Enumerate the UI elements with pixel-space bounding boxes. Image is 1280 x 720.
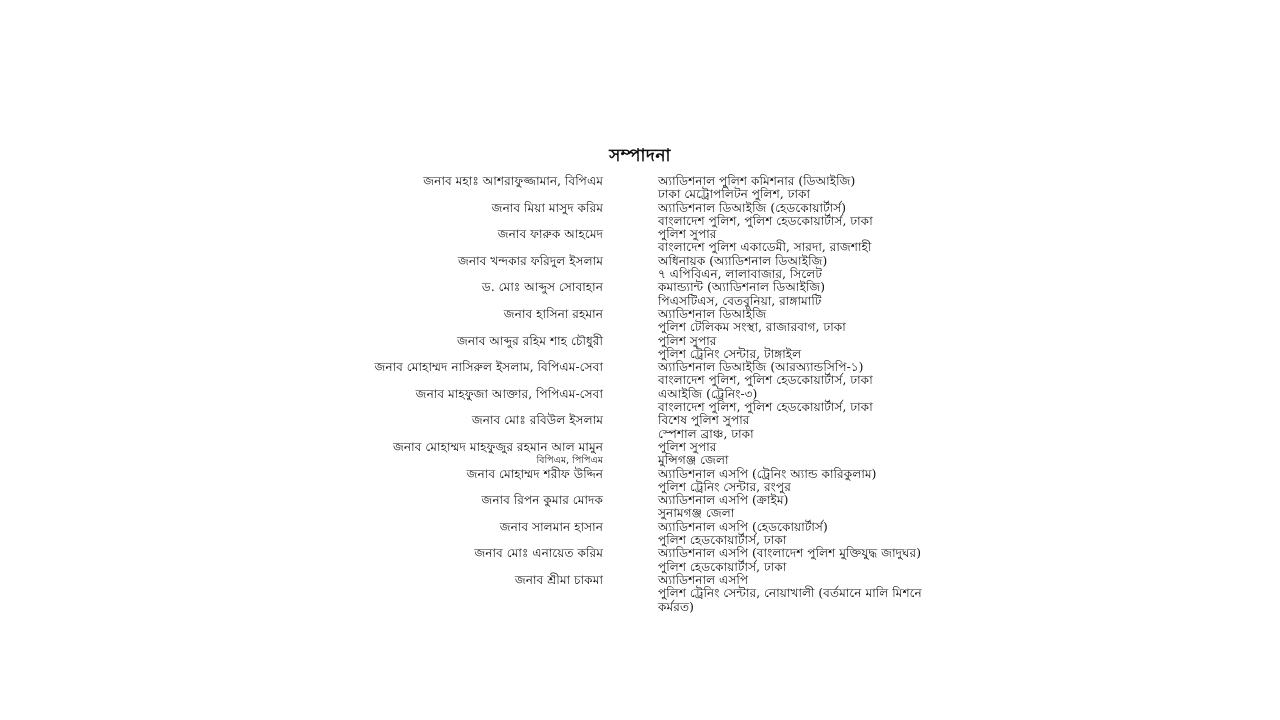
member-designation: অ্যাডিশনাল এসপি	[658, 572, 749, 587]
member-post-column	[658, 308, 1158, 335]
member-name: জনাব হাসিনা রহমান	[503, 306, 603, 321]
member-post-column	[658, 441, 1158, 468]
member-designation: পুলিশ সুপার	[658, 333, 717, 348]
member-designation: পুলিশ সুপার	[658, 439, 717, 454]
list-item	[0, 335, 1280, 362]
member-name: জনাব মোহাম্মদ নাসিরুল ইসলাম, বিপিএম-সেবা	[374, 360, 603, 375]
member-name-column	[0, 547, 605, 560]
member-post-column	[658, 574, 1158, 614]
member-office: বাংলাদেশ পুলিশ, পুলিশ হেডকোয়ার্টার্স, ঢাকা	[658, 373, 873, 388]
member-office: পুলিশ ট্রেনিং সেন্টার, রংপুর	[658, 479, 791, 494]
member-name-column	[0, 202, 605, 215]
list-item	[0, 308, 1280, 335]
member-designation: অ্যাডিশনাল এসপি (বাংলাদেশ পুলিশ মুক্তিযুদ্ধ জাদুঘর)	[658, 546, 922, 561]
member-name: জনাব মোঃ রবিউল ইসলাম	[471, 413, 603, 428]
member-designation: পুলিশ সুপার	[658, 227, 717, 242]
member-name: জনাব খন্দকার ফরিদুল ইসলাম	[457, 253, 603, 268]
member-post-column	[658, 202, 1158, 229]
member-designation: কমান্ড্যান্ট (অ্যাডিশনাল ডিআইজি)	[658, 280, 826, 295]
member-post-column	[658, 494, 1158, 521]
member-designation: বিশেষ পুলিশ সুপার	[658, 413, 750, 428]
member-post-column	[658, 175, 1158, 202]
member-office: বাংলাদেশ পুলিশ একাডেমী, সারদা, রাজশাহী	[658, 240, 872, 255]
member-office: পুলিশ ট্রেনিং সেন্টার, নোয়াখালী (বর্তমানে মালি মিশনে	[658, 586, 922, 601]
member-designation: অধিনায়ক (অ্যাডিশনাল ডিআইজি)	[658, 253, 828, 268]
list-item	[0, 175, 1280, 202]
list-item	[0, 281, 1280, 308]
member-name: জনাব ফারুক আহমেদ	[497, 227, 603, 242]
list-item	[0, 547, 1280, 574]
member-name-column	[0, 414, 605, 427]
member-post-column	[658, 281, 1158, 308]
member-post-column	[658, 547, 1158, 574]
member-office: পুলিশ ট্রেনিং সেন্টার, টাঙ্গাইল	[658, 346, 802, 361]
list-item	[0, 202, 1280, 229]
member-name: জনাব মোহাম্মদ শরীফ উদ্দিন	[466, 466, 603, 481]
list-item	[0, 414, 1280, 441]
member-name-column	[0, 335, 605, 348]
member-name-column	[0, 175, 605, 188]
member-post-column	[658, 255, 1158, 282]
editorial-list	[0, 175, 1280, 614]
member-name-column	[0, 308, 605, 321]
member-post-column	[658, 361, 1158, 388]
member-name-column	[0, 521, 605, 534]
member-name-column	[0, 494, 605, 507]
page-title: সম্পাদনা	[609, 146, 671, 166]
member-office: ৭ এপিবিএন, লালাবাজার, সিলেট	[658, 267, 822, 282]
member-name: জনাব রিপন কুমার মোদক	[481, 493, 603, 508]
member-name: জনাব আব্দুর রহিম শাহ চৌধুরী	[456, 333, 603, 348]
member-name-column	[0, 468, 605, 481]
member-name-column	[0, 255, 605, 268]
list-item	[0, 255, 1280, 282]
member-office: বাংলাদেশ পুলিশ, পুলিশ হেডকোয়ার্টার্স, ঢাকা	[658, 400, 873, 415]
member-name-column	[0, 281, 605, 294]
member-office: সুনামগঞ্জ জেলা	[658, 506, 735, 521]
member-office: বাংলাদেশ পুলিশ, পুলিশ হেডকোয়ার্টার্স, ঢাকা	[658, 213, 873, 228]
member-designation: অ্যাডিশনাল ডিআইজি	[658, 306, 767, 321]
member-post-column	[658, 388, 1158, 415]
member-name: জনাব মাহফুজা আক্তার, পিপিএম-সেবা	[415, 386, 603, 401]
member-name-column	[0, 228, 605, 241]
list-item	[0, 574, 1280, 614]
member-designation: অ্যাডিশনাল এসপি (হেডকোয়ার্টার্স)	[658, 519, 828, 534]
member-office: ঢাকা মেট্রোপলিটন পুলিশ, ঢাকা	[658, 187, 811, 202]
member-office: পুলিশ টেলিকম সংস্থা, রাজারবাগ, ঢাকা	[658, 320, 846, 335]
member-designation: অ্যাডিশনাল ডিআইজি (আরঅ্যান্ডসিপি-১)	[658, 360, 864, 375]
member-designation: অ্যাডিশনাল এসপি (ট্রেনিং অ্যান্ড কারিকুলাম)	[658, 466, 877, 481]
member-post-column	[658, 228, 1158, 255]
list-item	[0, 228, 1280, 255]
member-office: পুলিশ হেডকোয়ার্টার্স, ঢাকা	[658, 533, 787, 548]
member-name-column	[0, 388, 605, 401]
list-item	[0, 388, 1280, 415]
member-name: জনাব মোহাম্মদ মাহফুজুর রহমান আল মামুন	[392, 439, 603, 454]
member-awards: বিপিএম, পিপিএম	[536, 455, 603, 467]
list-item	[0, 441, 1280, 468]
member-post-column	[658, 414, 1158, 441]
member-office-continued: কর্মরত)	[658, 599, 694, 614]
member-name: জনাব মোঃ এনায়েত করিম	[474, 546, 603, 561]
member-post-column	[658, 468, 1158, 495]
member-name: জনাব শ্রীমা চাকমা	[514, 572, 603, 587]
member-name: জনাব মিয়া মাসুদ করিম	[491, 200, 603, 215]
member-designation: এআইজি (ট্রেনিং-৩)	[658, 386, 758, 401]
member-name: ড. মোঃ আব্দুস সোবাহান	[481, 280, 603, 295]
member-office: পিএসটিএস, বেতবুনিয়া, রাঙ্গামাটি	[658, 293, 822, 308]
list-item	[0, 521, 1280, 548]
member-name: জনাব সালমান হাসান	[499, 519, 603, 534]
member-designation: অ্যাডিশনাল এসপি (ক্রাইম)	[658, 493, 789, 508]
member-name-column	[0, 441, 605, 468]
list-item	[0, 468, 1280, 495]
list-item	[0, 361, 1280, 388]
member-designation: অ্যাডিশনাল পুলিশ কমিশনার (ডিআইজি)	[658, 174, 856, 188]
member-post-column	[658, 521, 1158, 548]
list-item	[0, 494, 1280, 521]
member-post-column	[658, 335, 1158, 362]
member-office: মুন্সিগঞ্জ জেলা	[658, 453, 729, 468]
member-name-column	[0, 361, 605, 374]
member-name: জনাব মহাঃ আশরাফুজ্জামান, বিপিএম	[423, 174, 603, 188]
member-designation: অ্যাডিশনাল ডিআইজি (হেডকোয়ার্টার্স)	[658, 200, 847, 215]
member-office: স্পেশাল ব্রাঞ্চ, ঢাকা	[658, 426, 754, 441]
member-office: পুলিশ হেডকোয়ার্টার্স, ঢাকা	[658, 559, 787, 574]
member-name-column	[0, 574, 605, 587]
